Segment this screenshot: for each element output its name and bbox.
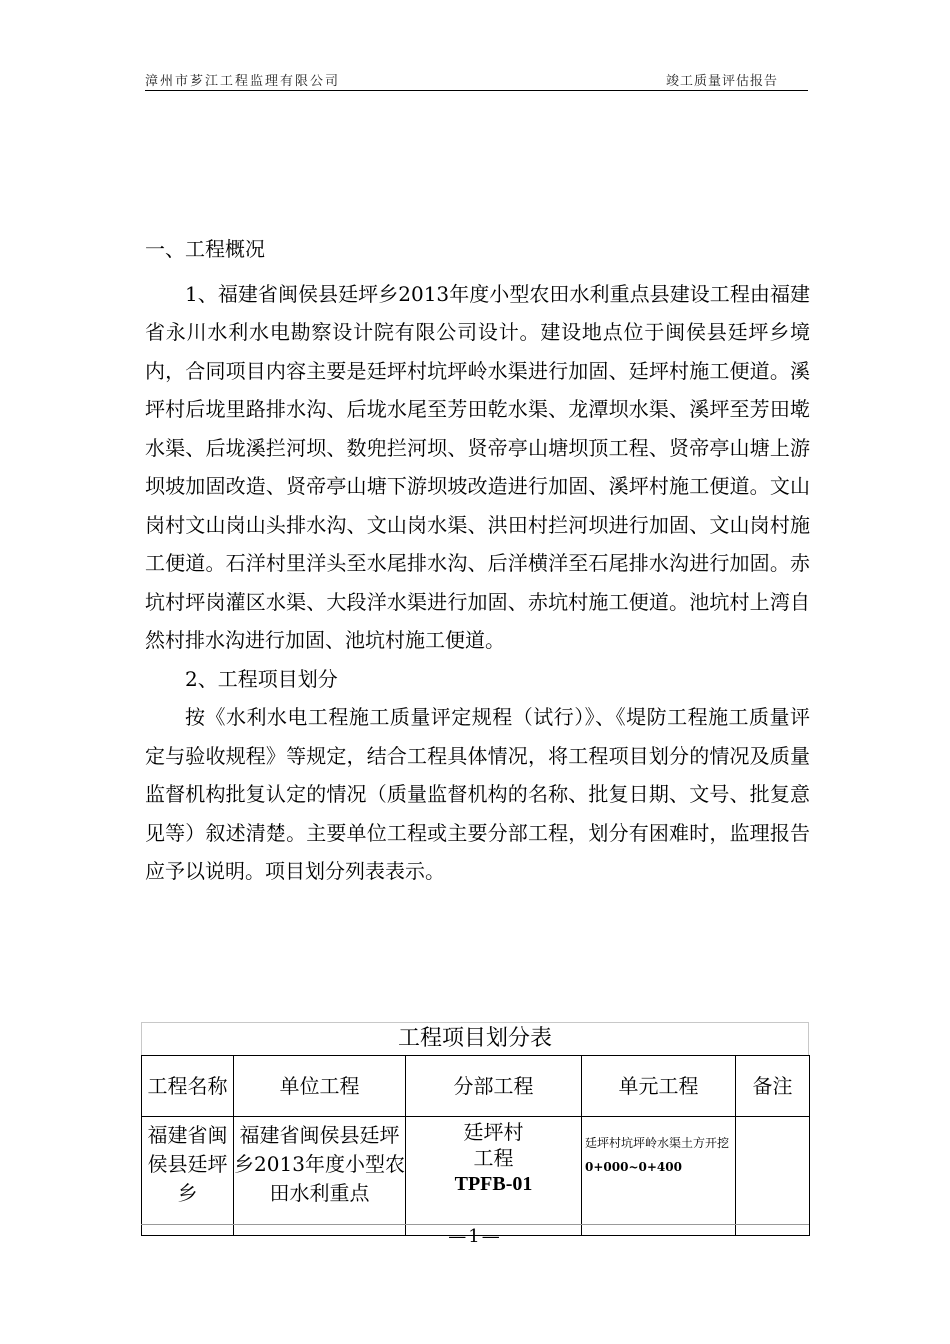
table-row [142, 1117, 810, 1236]
page-header [145, 68, 808, 91]
footer-divider [141, 1224, 809, 1225]
project-division-table [141, 1022, 809, 1236]
paragraph-overview: 1、福建省闽侯县廷坪乡2013年度小型农田水利重点县建设工程由福建省永川水利水电勘察设计院有限公司设计。建设地点位于闽侯县廷坪乡境内，合同项目内容主要是廷坪村坑坪岭水渠进行加固、廷坪村施工便道。溪坪村后垅里路排水沟、后垅水尾至芳田乾水渠、龙潭坝水渠、溪坪至芳田墘水渠、后垅溪拦河坝、数兜拦河坝、贤帝亭山塘坝顶工程、贤帝亭山塘上游坝坡加固改造、贤帝亭山塘下游坝坡改造进行加固、溪坪村施工便道。文山岗村文山岗山头排水沟、文山岗水渠、洪田村拦河坝进行加固、文山岗村施工便道。石洋村里洋头至水尾排水沟、后洋横洋至石尾排水沟进行加固。赤坑村坪岗灌区水渠、大段洋水渠进行加固、赤坑村施工便道。池坑村上湾自然村排水沟进行加固、池坑村施工便道。 [145, 281, 810, 652]
cell-unit: 福建省闽侯县廷坪乡2013年度小型农田水利重点 [234, 1117, 406, 1236]
company-name: 漳州市芗江工程监理有限公司 [145, 74, 341, 89]
document-body [145, 230, 810, 891]
cell-remark [736, 1117, 810, 1236]
element-range: 0+000~0+400 [585, 1160, 682, 1174]
section-heading: 一、工程概况 [145, 237, 265, 261]
header-element: 单元工程 [582, 1056, 736, 1117]
cell-element [582, 1117, 736, 1236]
page-number: —1— [448, 1226, 502, 1247]
header-division: 分部工程 [406, 1056, 582, 1117]
header-remark: 备注 [736, 1056, 810, 1117]
header-unit: 单位工程 [234, 1056, 406, 1117]
element-text: 廷坪村坑坪岭水渠土方开挖 [585, 1136, 730, 1150]
paragraph-division: 按《水利水电工程施工质量评定规程（试行）》、《堤防工程施工质量评定与验收规程》等规定，结合工程具体情况，将工程项目划分的情况及质量监督机构批复认定的情况（质量监督机构的名称、批复日期、文号、批复意见等）叙述清楚。主要单位工程或主要分部工程，划分有困难时，监理报告应予以说明。项目划分列表表示。 [145, 705, 810, 883]
subheading-division: 2、工程项目划分 [185, 666, 338, 691]
table-title: 工程项目划分表 [141, 1022, 809, 1055]
table-header-row [142, 1056, 810, 1117]
division-code: TPFB-01 [454, 1173, 533, 1195]
cell-division [406, 1117, 582, 1236]
cell-project: 福建省闽侯县廷坪乡 [142, 1117, 234, 1236]
header-project: 工程名称 [142, 1056, 234, 1117]
division-name: 廷坪村工程 [463, 1120, 524, 1170]
report-title: 竣工质量评估报告 [665, 74, 778, 89]
